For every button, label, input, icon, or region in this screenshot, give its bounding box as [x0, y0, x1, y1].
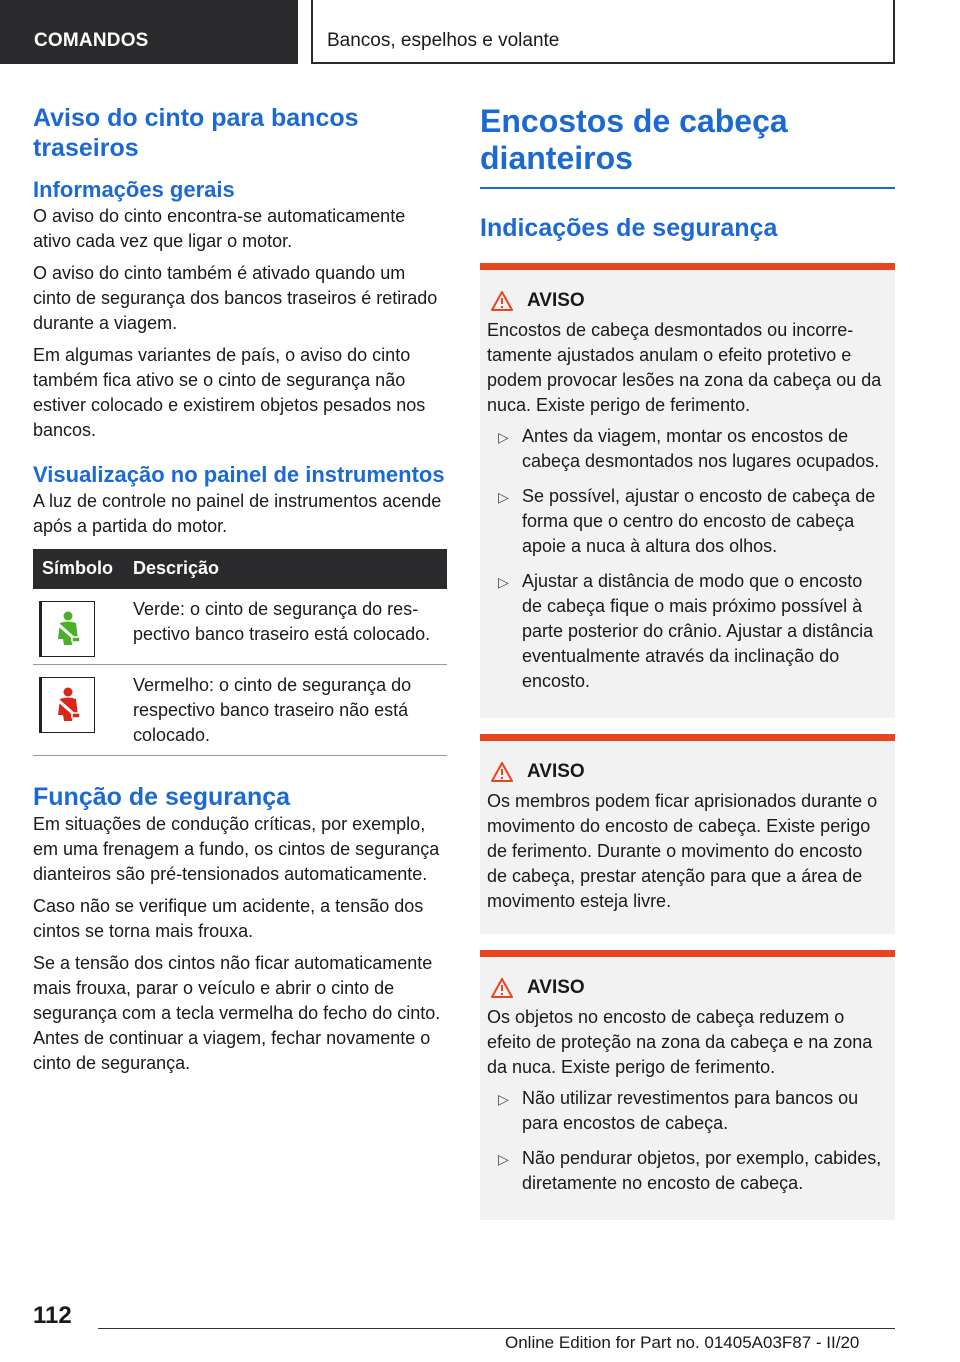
- page-number: 112: [33, 1302, 72, 1329]
- chapter-title: Bancos, espelhos e volante: [311, 0, 895, 64]
- column-header-symbol: Símbolo: [42, 558, 113, 578]
- warning-text: Os membros podem ficar aprisionados durante o movimento do encosto de cabeça. Existe perigo de ferimento. Durante o movimento do encosto de cabeça, prestar atenção para que a área de movimento esteja livre.: [487, 791, 878, 911]
- row-description: Vermelho: o cinto de segurança do respectivo banco traseiro não está colocado.: [133, 675, 412, 745]
- row-description: Verde: o cinto de segurança do respectivo banco traseiro está colocado.: [133, 599, 431, 644]
- heading-general-info: Informações gerais: [33, 177, 235, 202]
- footer-divider: [98, 1328, 895, 1329]
- warning-text: Encostos de cabeça desmontados ou incorretamente ajustados anulam o efeito protetivo e podem provocar lesões na zona da cabeça ou da nuca. Existe perigo de ferimento.: [487, 320, 882, 415]
- left-column: [33, 103, 447, 1083]
- seatbelt-red-icon: [39, 677, 95, 733]
- column-header-description: Descrição: [133, 558, 220, 578]
- heading-instrument-display: Visualização no painel de instrumentos: [33, 462, 445, 487]
- title-divider: [480, 187, 895, 189]
- paragraph: O aviso do cinto encontra-se automaticamente ativo cada vez que ligar o motor.: [33, 206, 406, 251]
- edition-note: Online Edition for Part no. 01405A03F87 - II/20: [505, 1333, 860, 1352]
- table-row: [33, 589, 447, 665]
- heading-safety-function: Função de segurança: [33, 783, 291, 811]
- warning-title: [487, 977, 887, 999]
- section-title-belt-warning: Aviso do cinto para bancos traseiros: [33, 104, 359, 162]
- triangle-bullet-icon: ▷: [498, 489, 509, 505]
- warning-text: Os objetos no encosto de cabeça reduzem o efeito de proteção na zona da cabeça e na zona da nuca. Existe perigo de ferimento.: [487, 1007, 873, 1077]
- paragraph: Se a tensão dos cintos não ficar automaticamente mais frouxa, parar o veículo e abrir o cinto de segurança com a tecla vermelha do fecho do cinto. Antes de continuar a viagem, fechar novamente o cinto de segurança.: [33, 953, 441, 1073]
- warning-label: AVISO: [527, 977, 585, 998]
- warning-title: [487, 761, 887, 783]
- heading-safety-notes: Indicações de segurança: [480, 214, 778, 242]
- seatbelt-green-icon: [39, 601, 95, 657]
- table-header: [33, 549, 447, 589]
- warning-triangle-icon: [491, 291, 513, 311]
- warning-label: AVISO: [527, 761, 585, 782]
- warning-triangle-icon: [491, 762, 513, 782]
- list-item: ▷ Ajustar a distância de modo que o encosto de cabeça fique o mais próximo possível à parte posterior do crânio. Ajustar a distância eventualmente através da inclinação do encosto.: [487, 569, 887, 694]
- warning-triangle-icon: [491, 978, 513, 998]
- warning-box: [480, 950, 895, 1220]
- paragraph: A luz de controle no painel de instrumentos acende após a partida do motor.: [33, 491, 442, 536]
- section-tab: COMANDOS: [0, 0, 298, 64]
- paragraph: Caso não se verifique um acidente, a tensão dos cintos se torna mais frouxa.: [33, 896, 424, 941]
- paragraph: Em algumas variantes de país, o aviso do cinto também fica ativo se o cinto de segurança não estiver colocado e existirem objetos pesados nos bancos.: [33, 345, 426, 440]
- table-row: [33, 665, 447, 756]
- warning-title: [487, 290, 887, 312]
- warning-label: AVISO: [527, 290, 585, 311]
- warning-box: [480, 263, 895, 718]
- symbol-table: [33, 549, 447, 756]
- warning-box: [480, 734, 895, 934]
- page-header: [0, 0, 960, 66]
- list-item: ▷ Não utilizar revestimentos para bancos ou para encostos de cabeça.: [487, 1086, 887, 1136]
- list-item: ▷ Não pendurar objetos, por exemplo, cabides, diretamente no encosto de cabeça.: [487, 1146, 887, 1196]
- list-item: ▷ Antes da viagem, montar os encostos de cabeça desmontados nos lugares ocupados.: [487, 424, 887, 474]
- paragraph: O aviso do cinto também é ativado quando um cinto de segurança dos bancos traseiros é retirado durante a viagem.: [33, 263, 438, 333]
- triangle-bullet-icon: ▷: [498, 429, 509, 445]
- triangle-bullet-icon: ▷: [498, 1151, 509, 1167]
- triangle-bullet-icon: ▷: [498, 574, 509, 590]
- list-item: ▷ Se possível, ajustar o encosto de cabeça de forma que o centro do encosto de cabeça apoie a nuca à altura dos olhos.: [487, 484, 887, 559]
- section-title-headrests: Encostos de cabeça dianteiros: [480, 103, 788, 176]
- triangle-bullet-icon: ▷: [498, 1091, 509, 1107]
- paragraph: Em situações de condução críticas, por exemplo, em uma frenagem a fundo, os cintos de segurança dianteiros são pré-tensionados automaticamente.: [33, 814, 440, 884]
- right-column: [480, 103, 895, 1220]
